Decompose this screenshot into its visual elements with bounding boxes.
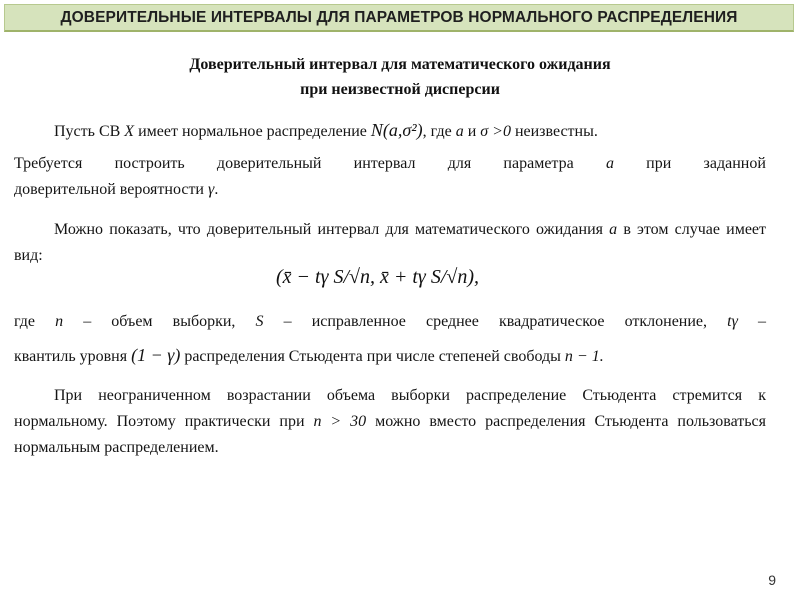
paragraph-3-line-1: где n – объем выборки, S – исправленное среднее квадратическое отклонение, tγ – [14,313,766,330]
paragraph-1-line-1: Пусть СВ X имеет нормальное распределение N(a,σ²), где a и σ >0 неизвестны. [54,120,598,140]
paragraph-1-line-2: Требуется построить доверительный интервал для параметра a при заданной [14,155,766,172]
paragraph-4: При неограниченном возрастании объема выборки распределение Стьюдента стремится к нормальному. Поэтому практически при n > 30 можно вместо распределения Стьюдента пользоваться нормальным распределением. [14,387,767,456]
normal-distribution-expr: N(a,σ²) [370,120,423,140]
confidence-interval-formula: (x̄ − tγ S/√n, x̄ + tγ S/√n), [276,266,480,288]
slide-title: ДОВЕРИТЕЛЬНЫЕ ИНТЕРВАЛЫ ДЛЯ ПАРАМЕТРОВ НОРМАЛЬНОГО РАСПРЕДЕЛЕНИЯ [60,9,738,26]
slide-title-bar [4,4,794,32]
paragraph-3-line-2: квантиль уровня (1 − γ) распределения Стьюдента при числе степеней свободы n − 1. [14,345,604,365]
paragraph-1-line-3: доверительной вероятности γ. [14,181,219,198]
section-title-line-2: при неизвестной дисперсии [300,81,500,98]
section-title-line-1: Доверительный интервал для математического ожидания [189,56,611,73]
page-number: 9 [768,572,776,588]
paragraph-2: Можно показать, что доверительный интервал для математического ожидания a в этом случае имеет вид: [14,221,767,264]
